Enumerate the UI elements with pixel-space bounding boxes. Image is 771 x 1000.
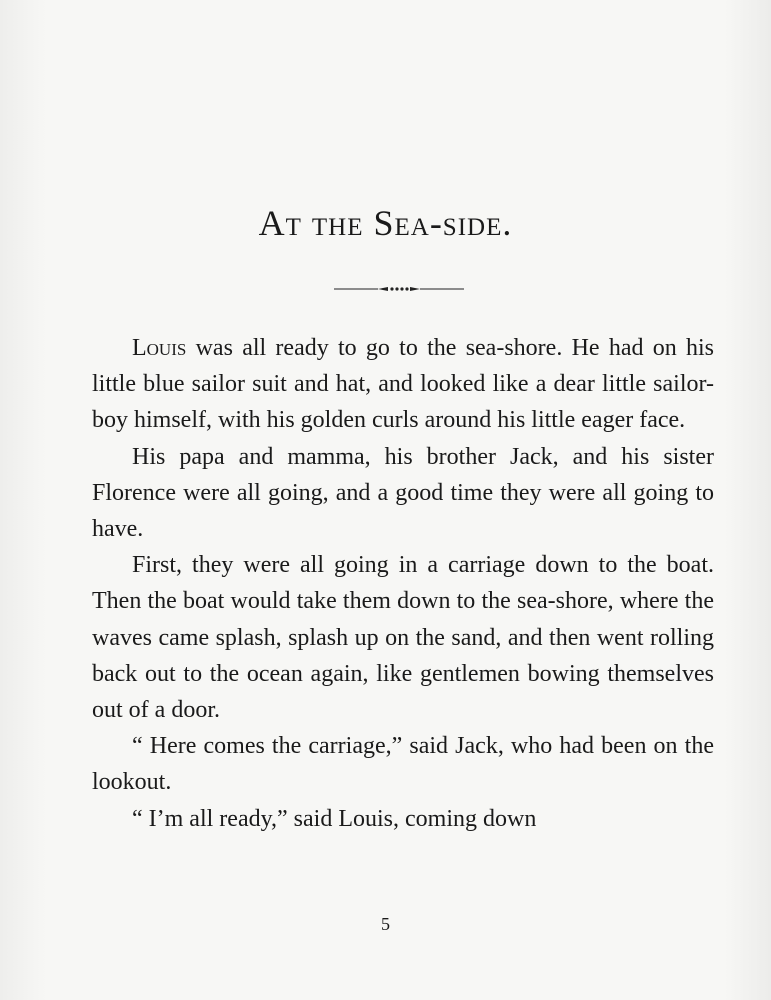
paragraph-lead: Louis [132,335,187,361]
paragraph-text: “ I’m all ready,” said Louis, coming down [132,805,537,832]
ornament-divider-icon [334,282,464,296]
paragraph [92,801,714,837]
paragraph-text: “ Here comes the carriage,” said Jack, who had been on the lookout. [92,733,714,796]
chapter-title-text: At the Sea-side. [258,203,513,243]
paragraph-text: First, they were all going in a carriage down to the boat. Then the boat would take them down to the sea-shore, where the waves came splash, splash up on the sand, and then went rolling back out to the ocean again, like gentlemen bowing themselves out of a door. [92,552,714,724]
paragraph [92,439,714,548]
paragraph-text: His papa and mamma, his brother Jack, and his sister Florence were all going, and a good time they were all going to have. [92,443,714,543]
page-number: 5 [381,914,390,934]
paragraph [92,728,714,800]
paragraph [92,547,714,728]
paragraph-text: was all ready to go to the sea-shore. He had on his little blue sailor suit and hat, and looked like a dear little sailor-boy himself, with his golden curls around his little eager face. [92,335,714,434]
paragraph [92,330,714,439]
body-text [92,330,714,837]
chapter-title [0,196,771,250]
